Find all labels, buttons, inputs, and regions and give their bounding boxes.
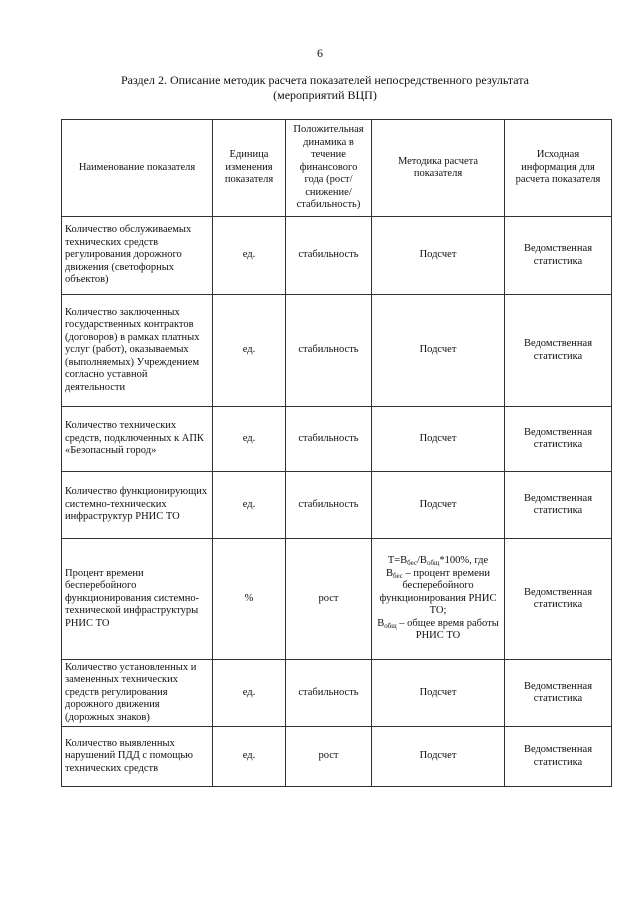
header-dynamic: Положительная динамика в течение финансового года (рост/ снижение/ стабильность) — [286, 120, 372, 217]
indicator-name: Процент времени бесперебойного функционирования системно-технической инфраструктуры РНИС ТО — [62, 539, 213, 660]
table-row — [62, 217, 612, 295]
indicator-method: Подсчет — [372, 407, 505, 472]
page-number: 6 — [317, 46, 323, 60]
table-row — [62, 660, 612, 727]
formula-expression: $Т=В_{бес}/В_{общ}*100\%$, где — [387, 555, 489, 568]
indicator-name: Количество установленных и замененных технических средств регулирования дорожного движения (дорожных знаков) — [62, 660, 213, 727]
section-title-line2: (мероприятий ВЦП) — [273, 88, 377, 102]
table-row — [62, 407, 612, 472]
indicator-unit: ед. — [213, 295, 286, 407]
section-title — [90, 73, 560, 103]
indicator-dynamic: стабильность — [286, 295, 372, 407]
indicator-source: Ведомственная статистика — [505, 539, 612, 660]
table-header-row — [62, 120, 612, 217]
indicator-source: Ведомственная статистика — [505, 472, 612, 539]
indicator-name: Количество технических средств, подключенных к АПК «Безопасный город» — [62, 407, 213, 472]
table-row — [62, 295, 612, 407]
indicator-method: Подсчет — [372, 660, 505, 727]
indicator-source: Ведомственная статистика — [505, 407, 612, 472]
indicator-name: Количество заключенных государственных контрактов (договоров) в рамках платных услуг (работ), оказываемых (выполняемых) Учреждением согласно уставной деятельности — [62, 295, 213, 407]
indicator-name: Количество обслуживаемых технических средств регулирования дорожного движения (светофорных объектов) — [62, 217, 213, 295]
indicator-method: Подсчет — [372, 295, 505, 407]
indicator-unit: ед. — [213, 727, 286, 787]
indicator-source: Ведомственная статистика — [505, 295, 612, 407]
indicator-unit: ед. — [213, 217, 286, 295]
indicator-name: Количество функционирующих системно-технических инфраструктур РНИС ТО — [62, 472, 213, 539]
indicator-dynamic: стабильность — [286, 407, 372, 472]
formula-obsh-definition: $В_{общ}$ – общее время работы РНИС ТО — [377, 617, 499, 642]
indicator-unit: ед. — [213, 472, 286, 539]
indicator-method: Подсчет — [372, 217, 505, 295]
indicator-source: Ведомственная статистика — [505, 660, 612, 727]
indicators-table — [61, 119, 612, 787]
indicator-dynamic: стабильность — [286, 217, 372, 295]
indicator-source: Ведомственная статистика — [505, 727, 612, 787]
indicator-dynamic: рост — [286, 539, 372, 660]
indicator-source: Ведомственная статистика — [505, 217, 612, 295]
indicator-method: Подсчет — [372, 727, 505, 787]
indicator-method-formula — [372, 539, 505, 660]
indicator-name: Количество выявленных нарушений ПДД с помощью технических средств — [62, 727, 213, 787]
header-indicator-name: Наименование показателя — [62, 120, 213, 217]
table-row — [62, 472, 612, 539]
header-method: Методика расчета показателя — [372, 120, 505, 217]
table-row — [62, 727, 612, 787]
section-title-line1: Раздел 2. Описание методик расчета показателей непосредственного результата — [121, 73, 529, 87]
indicator-unit: ед. — [213, 660, 286, 727]
indicator-method: Подсчет — [372, 472, 505, 539]
indicator-unit: % — [213, 539, 286, 660]
header-unit: Единица изменения показателя — [213, 120, 286, 217]
formula-bes-definition: $В_{бес}$ – процент времени бесперебойного функционирования РНИС ТО; — [379, 567, 497, 617]
indicator-dynamic: стабильность — [286, 660, 372, 727]
indicator-dynamic: рост — [286, 727, 372, 787]
header-source: Исходная информация для расчета показателя — [505, 120, 612, 217]
indicator-dynamic: стабильность — [286, 472, 372, 539]
table-row — [62, 539, 612, 660]
indicator-unit: ед. — [213, 407, 286, 472]
